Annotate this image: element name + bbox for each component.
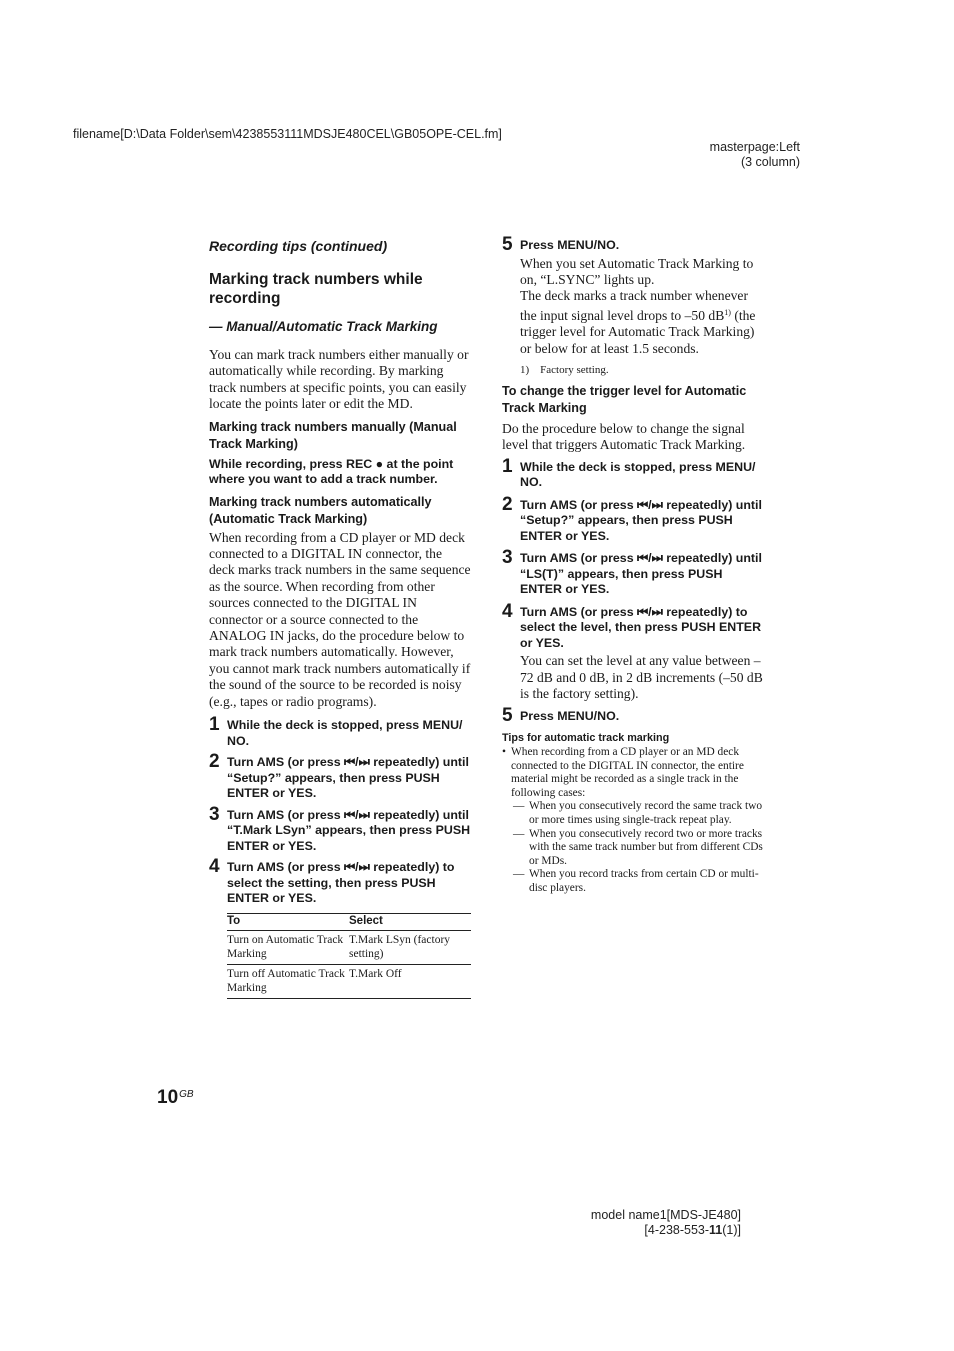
dash-icon: —	[513, 800, 525, 813]
left-steps	[209, 714, 471, 907]
step	[209, 714, 471, 749]
step-number: 2	[209, 751, 220, 773]
tips-dash-item: — When you consecutively record two or more tracks with the same track number but from different CDs or MDs.	[513, 827, 763, 867]
step	[209, 856, 471, 907]
step-number: 4	[502, 600, 513, 622]
table-header: Select	[349, 913, 471, 930]
step	[209, 803, 471, 855]
step-text: While the deck is stopped, press MENU/ NO.	[520, 459, 756, 490]
right-column	[502, 236, 766, 896]
step-number: 4	[209, 856, 220, 878]
step	[502, 705, 766, 727]
table-header-row	[227, 913, 471, 930]
table-cell: T.Mark LSyn (factory setting)	[349, 930, 471, 964]
table-row	[227, 964, 471, 998]
step-number: 1	[209, 714, 220, 736]
dash-icon: —	[513, 827, 525, 840]
auto-heading: Marking track numbers automatically (Automatic Track Marking)	[209, 494, 432, 527]
manual-instruction: While recording, press REC ● at the point where you want to add a track number.	[209, 456, 454, 487]
step	[502, 234, 766, 357]
step-number: 5	[502, 234, 513, 255]
step-number: 3	[209, 803, 220, 825]
step-text: Press MENU/NO.	[520, 238, 620, 252]
step-text: Turn AMS (or press ⏮/⏭ repeatedly) until “LS(T)” appears, then press PUSH ENTER or YES.	[520, 551, 762, 597]
step-text: Turn AMS (or press ⏮/⏭ repeatedly) until “Setup?” appears, then press PUSH ENTER or YES.	[520, 497, 762, 543]
intro-paragraph: You can mark track numbers either manually or automatically while recording. By marking track numbers at specific points, you can easily locate the points later or edit the MD.	[209, 347, 469, 412]
table-cell: Turn on Automatic Track Marking	[227, 930, 349, 964]
tips-heading: Tips for automatic track marking	[502, 731, 670, 744]
page-heading: Marking track numbers while recording	[209, 271, 423, 307]
masterpage-label: masterpage:Left (3 column)	[709, 140, 800, 169]
table-row	[227, 930, 471, 964]
table-cell: T.Mark Off	[349, 964, 471, 998]
manual-heading: Marking track numbers manually (Manual Track Marking)	[209, 419, 457, 452]
model-label: model name1[MDS-JE480] [4-238-553-11(1)]	[590, 1208, 741, 1237]
filename-label: filename[D:\Data Folder\sem\4238553111MDSJE480CEL\GB05OPE-CEL.fm]	[73, 127, 502, 141]
step	[209, 751, 471, 802]
step-description: The deck marks a track number whenever the input signal level drops to –50 $dB^{1)}$ (the trigger level for Automatic Track Marking) or below for at least 1.5 seconds.	[520, 288, 756, 356]
auto-paragraph: When recording from a CD player or MD deck connected to a DIGITAL IN connector, the deck marks track numbers in the same sequence as the source. When recording from other sources connected to the DIGITAL IN connector or a source connected to the ANALOG IN jacks, do the procedure below to mark track numbers automatically. However, you cannot mark track numbers automatically if the sound of the source to be recorded is noisy (e.g., tapes or radio programs).	[209, 529, 471, 709]
step-number: 2	[502, 493, 513, 515]
step-number: 1	[502, 455, 513, 477]
step-text: While the deck is stopped, press MENU/ NO.	[227, 718, 463, 748]
step-number: 5	[502, 705, 513, 727]
page-number: $10_{GB}$	[157, 1087, 194, 1108]
step-text: Turn AMS (or press ⏮/⏭ repeatedly) to select the setting, then press PUSH ENTER or YES.	[227, 860, 455, 906]
footnote-ref: 1)	[724, 307, 731, 317]
dash-icon: —	[513, 868, 525, 881]
table-cell: Turn off Automatic Track Marking	[227, 964, 349, 998]
step	[502, 455, 766, 491]
page-number-suffix: GB	[179, 1089, 194, 1100]
step-description: You can set the level at any value between –72 dB and 0 dB, in 2 dB increments (–50 dB is the factory setting).	[520, 653, 763, 702]
step-text: Turn AMS (or press ⏮/⏭ repeatedly) until “T.Mark LSyn” appears, then press PUSH ENTER or YES.	[227, 807, 471, 853]
step-text: Press MENU/NO.	[520, 709, 620, 724]
settings-table	[227, 913, 471, 999]
tips-dash-item: — When you record tracks from certain CD or multi-disc players.	[513, 868, 759, 894]
step-description: When you set Automatic Track Marking to on, “L.SYNC” lights up.	[520, 255, 754, 287]
right-steps	[502, 455, 766, 727]
tips-bullet: • When recording from a CD player or an MD deck connected to the DIGITAL IN connector, the entire material might be recorded as a single track in the following cases:	[502, 745, 744, 799]
step-text: Turn AMS (or press ⏮/⏭ repeatedly) until “Setup?” appears, then press PUSH ENTER or YES.	[227, 755, 469, 801]
bullet-icon: •	[502, 745, 506, 758]
trigger-heading: To change the trigger level for Automatic Track Marking	[502, 383, 747, 416]
trigger-intro: Do the procedure below to change the signal level that triggers Automatic Track Marking.	[502, 420, 746, 453]
left-column	[209, 236, 471, 999]
step-text: Turn AMS (or press ⏮/⏭ repeatedly) to select the level, then press PUSH ENTER or YES.	[520, 604, 762, 650]
step	[502, 600, 766, 703]
table-header: To	[227, 913, 349, 930]
tips-dash-item: — When you consecutively record the same track two or more times using single-track repeat play.	[513, 800, 763, 826]
step-number: 3	[502, 547, 513, 569]
step	[502, 493, 766, 545]
footnote: 1) Factory setting.	[520, 363, 609, 376]
section-title: Recording tips (continued)	[209, 238, 388, 254]
page-subheading: — Manual/Automatic Track Marking	[209, 319, 438, 334]
step	[502, 547, 766, 598]
